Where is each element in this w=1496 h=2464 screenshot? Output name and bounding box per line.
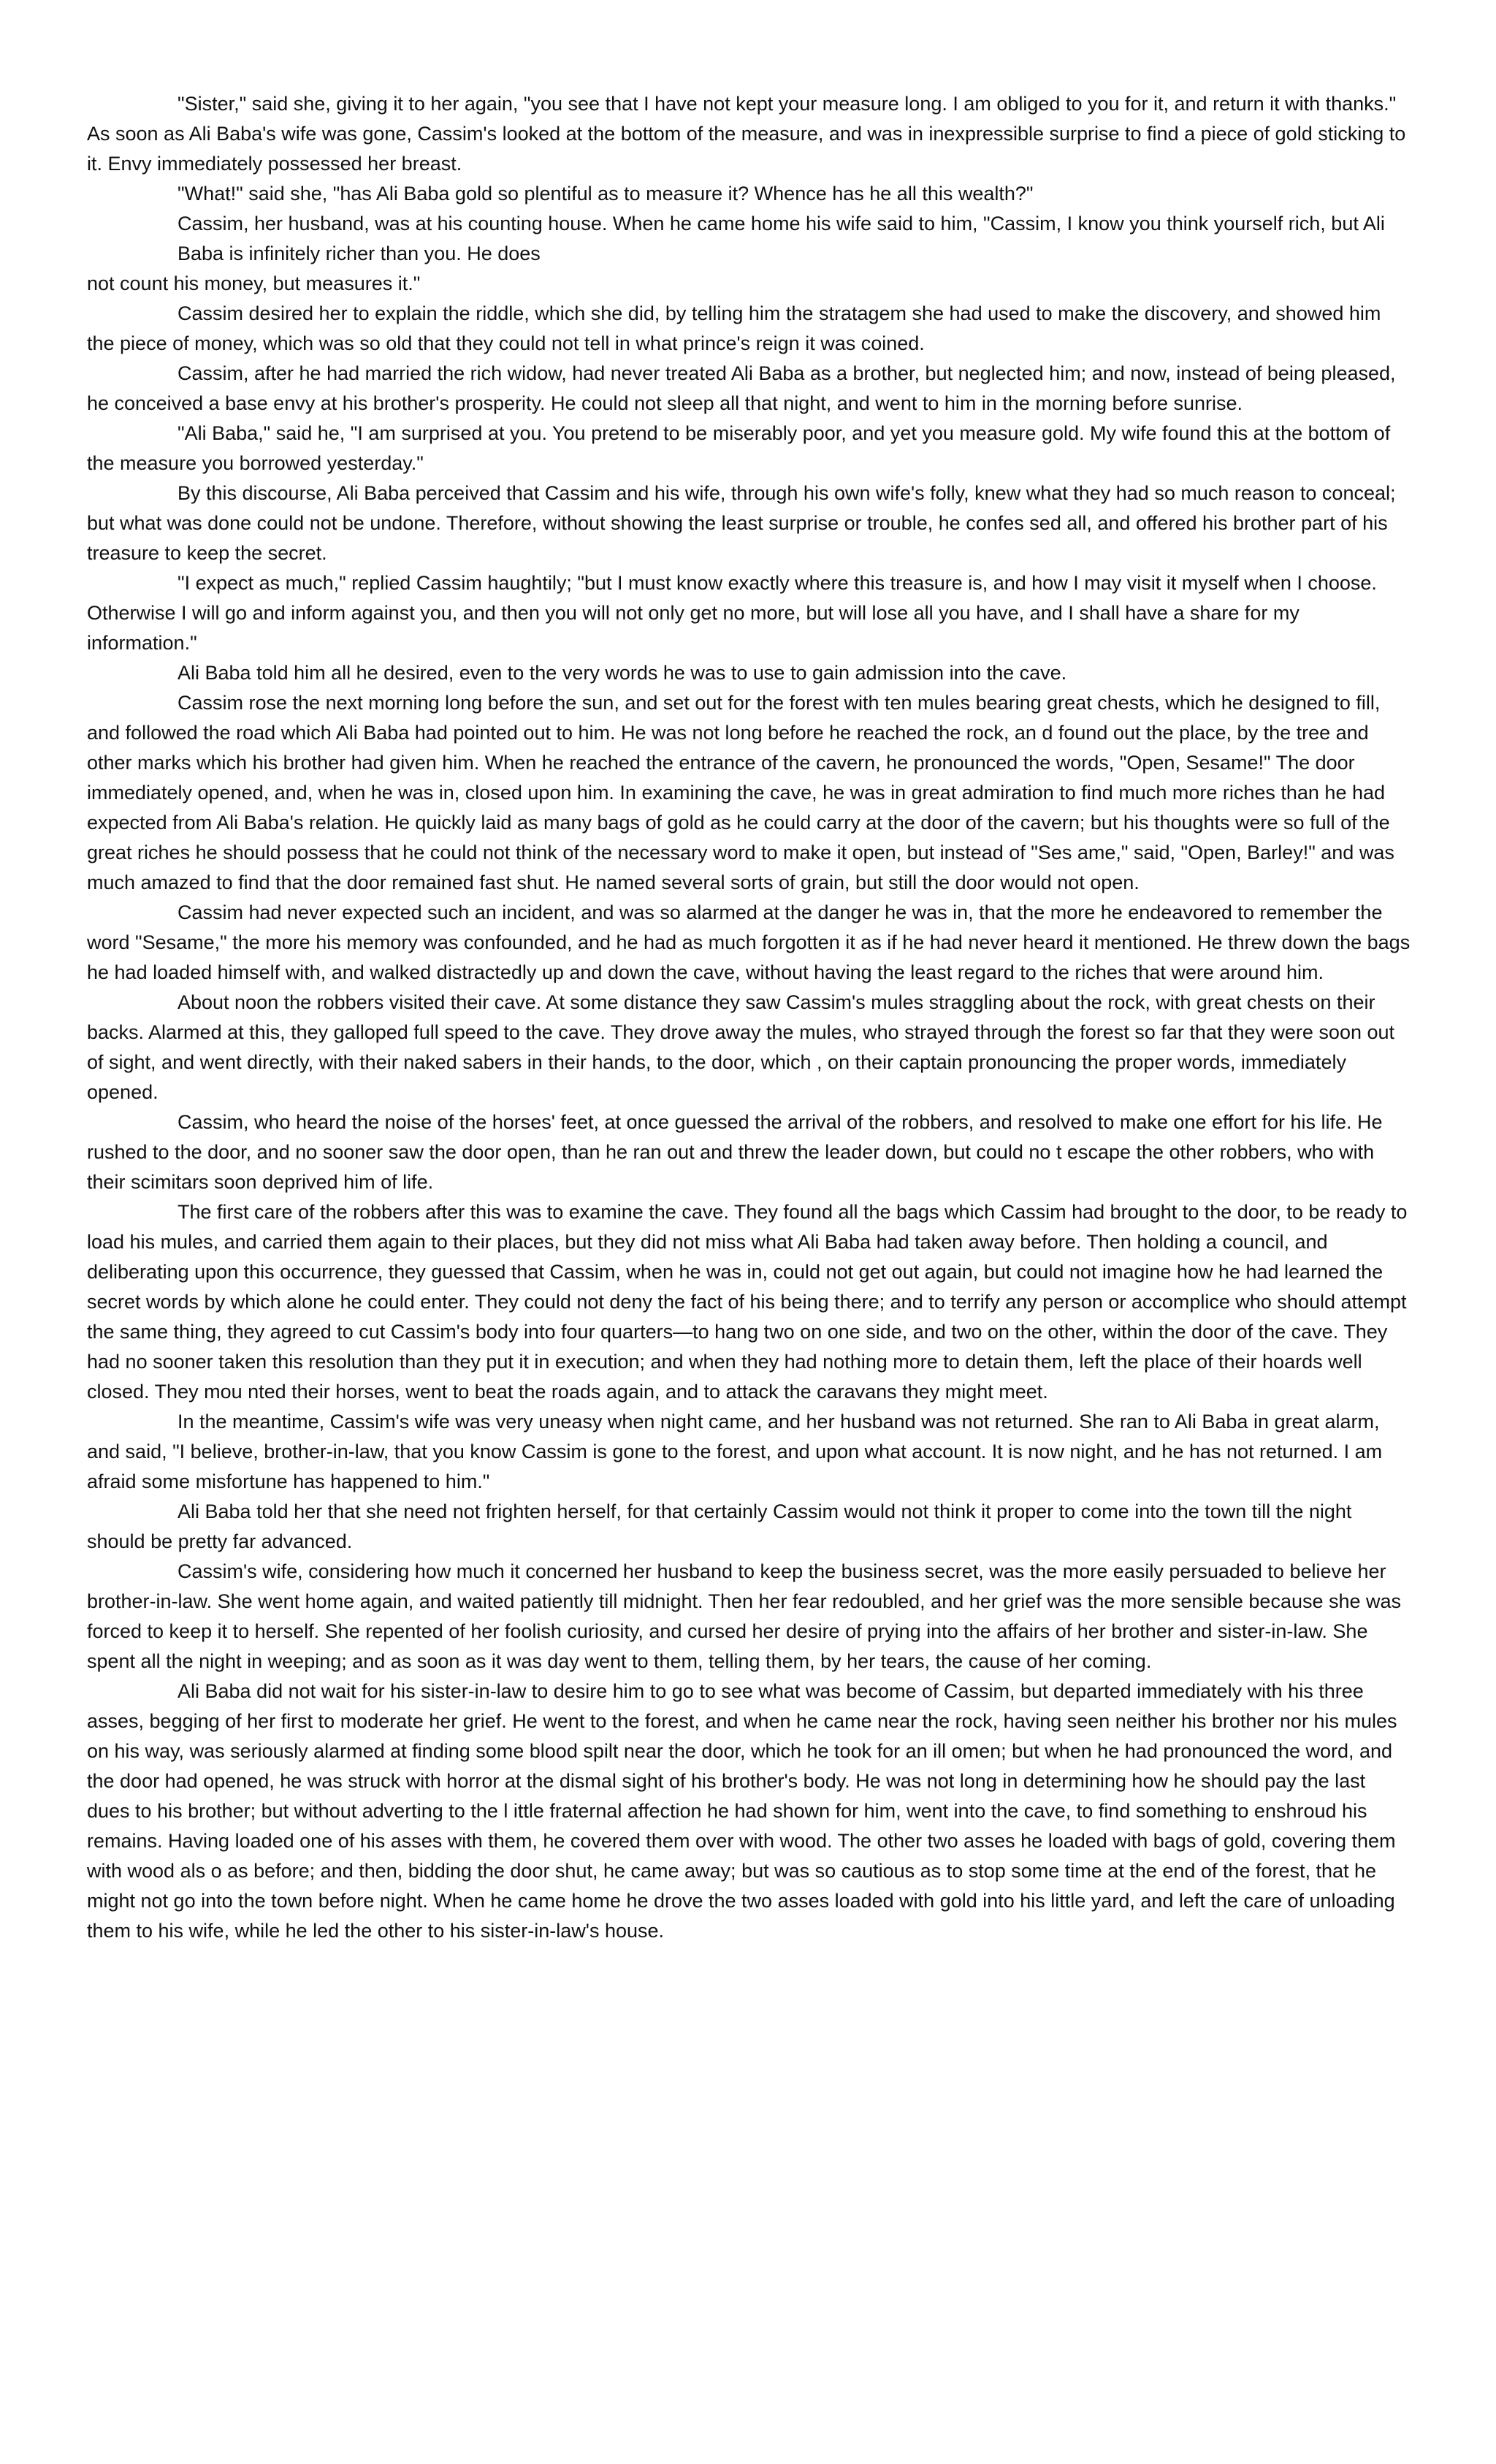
document-page (87, 89, 1411, 1946)
paragraph: As soon as Ali Baba's wife was gone, Cassim's looked at the bottom of the measure, and was in inexpressible surprise to find a piece of gold sticking to it. Envy immediately possessed her breast. (87, 123, 1406, 175)
paragraph: Cassim desired her to explain the riddle, which she did, by telling him the stratagem she had used to make the discovery, and showed him the piece of money, which was so old that they could not tell in what prince's reign it was coined. (87, 302, 1381, 354)
paragraph: In the meantime, Cassim's wife was very uneasy when night came, and her husband was not returned. She ran to Ali Baba in great alarm, and said, "I believe, brother-in-law, that you know Cassim is gone to the forest, and upon what account. It is now night, and he has not returned. I am afraid some misfortune has happened to him." (87, 1411, 1383, 1492)
paragraph: Cassim, after he had married the rich widow, had never treated Ali Baba as a brother, but neglected him; and now, instead of being pleased, he conceived a base envy at his brother's prosperity. He could not sleep all that night, and went to him in the morning before sunrise. (87, 362, 1396, 414)
paragraph: By this discourse, Ali Baba perceived that Cassim and his wife, through his own wife's folly, knew what they had so much reason to conceal; but what was done could not be undone. Therefore, without showing the least surprise or trouble, he confes sed all, and offered his brother part of his treasure to keep the secret. (87, 482, 1396, 564)
paragraph: "Sister," said she, giving it to her again, "you see that I have not kept your measure long. I am obliged to you for it, and return it with thanks." (178, 93, 1397, 115)
paragraph: not count his money, but measures it." (87, 272, 421, 294)
paragraph: Cassim rose the next morning long before the sun, and set out for the forest with ten mules bearing great chests, which he designed to fill, and followed the road which Ali Baba had pointed out to him. He was not long before he reached the rock, an d found out the place, by the tree and other marks which his brother had given him. When he reached the entrance of the cavern, he pronounced the words, "Open, Sesame!" The door immediately opened, and, when he was in, closed upon him. In examining the cave, he was in great admiration to find much more riches than he had expected from Ali Baba's relation. He quickly laid as many bags of gold as he could carry at the door of the cavern; but his thoughts were so full of the great riches he should possess that he could not think of the necessary word to make it open, but instead of "Ses ame," said, "Open, Barley!" and was much amazed to find that the door remained fast shut. He named several sorts of grain, but still the door would not open. (87, 692, 1394, 893)
paragraph: Cassim's wife, considering how much it concerned her husband to keep the business secret, was the more easily persuaded to believe her brother-in-law. She went home again, and waited patiently till midnight. Then her fear redoubled, and her grief was the more sensible because she was forced to keep it to herself. She repented of her foolish curiosity, and cursed her desire of prying into the affairs of her brother and sister-in-law. She spent all the night in weeping; and as soon as it was day went to them, telling them, by her tears, the cause of her coming. (87, 1560, 1402, 1672)
paragraph: Ali Baba told her that she need not frighten herself, for that certainly Cassim would not think it proper to come into the town till the night should be pretty far advanced. (87, 1500, 1352, 1552)
paragraph: "Ali Baba," said he, "I am surprised at you. You pretend to be miserably poor, and yet you measure gold. My wife found this at the bottom of the measure you borrowed yesterday." (87, 422, 1391, 474)
paragraph: Cassim had never expected such an incident, and was so alarmed at the danger he was in, that the more he endeavored to remember the word "Sesame," the more his memory was confounded, and he had as much forgotten it as if he had never heard it mentioned. He threw down the bags he had loaded himself with, and walked distractedly up and down the cave, without having the least regard to the riches that were around him. (87, 901, 1411, 983)
paragraph: About noon the robbers visited their cave. At some distance they saw Cassim's mules straggling about the rock, with great chests on their backs. Alarmed at this, they galloped full speed to the cave. They drove away the mules, who strayed through the forest so far that they were soon out of sight, and went directly, with their naked sabers in their hands, to the door, which , on their captain pronouncing the proper words, immediately opened. (87, 991, 1395, 1103)
paragraph: Cassim, who heard the noise of the horses' feet, at once guessed the arrival of the robbers, and resolved to make one effort for his life. He rushed to the door, and no sooner saw the door open, than he ran out and threw the leader down, but could no t escape the other robbers, who with their scimitars soon deprived him of life. (87, 1111, 1383, 1193)
paragraph: Ali Baba told him all he desired, even to the very words he was to use to gain admission into the cave. (178, 662, 1067, 684)
paragraph: "What!" said she, "has Ali Baba gold so plentiful as to measure it? Whence has he all this wealth?" (178, 183, 1034, 205)
paragraph: Ali Baba did not wait for his sister-in-law to desire him to go to see what was become of Cassim, but departed immediately with his three asses, begging of her first to moderate her grief. He went to the forest, and when he came near the rock, having seen neither his brother nor his mules on his way, was seriously alarmed at finding some blood spilt near the door, which he took for an ill omen; but when he had pronounced the word, and the door had opened, he was struck with horror at the dismal sight of his brother's body. He was not long in determining how he should pay the last dues to his brother; but without adverting to the l ittle fraternal affection he had shown for him, went into the cave, to find something to enshroud his remains. Having loaded one of his asses with them, he covered them over with wood. The other two asses he loaded with bags of gold, covering them with wood als o as before; and then, bidding the door shut, he came away; but was so cautious as to stop some time at the end of the forest, that he might not go into the town before night. When he came home he drove the two asses loaded with gold into his little yard, and left the care of unloading them to his wife, while he led the other to his sister-in-law's house. (87, 1680, 1397, 1942)
paragraph: "I expect as much," replied Cassim haughtily; "but I must know exactly where this treasure is, and how I may visit it myself when I choose. Otherwise I will go and inform against you, and then you will not only get no more, but will lose all you have, and I shall have a share for my information." (87, 572, 1377, 654)
paragraph: Cassim, her husband, was at his counting house. When he came home his wife said to him, "Cassim, I know you think yourself rich, but Ali Baba is infinitely richer than you. He does (178, 213, 1385, 264)
paragraph: The first care of the robbers after this was to examine the cave. They found all the bags which Cassim had brought to the door, to be ready to load his mules, and carried them again to their places, but they did not miss what Ali Baba had taken away before. Then holding a council, and deliberating upon this occurrence, they guessed that Cassim, when he was in, could not get out again, but could not imagine how he had learned the secret words by which alone he could enter. They could not deny the fact of his being there; and to terrify any person or accomplice who should attempt the same thing, they agreed to cut Cassim's body into four quarters—to hang two on one side, and two on the other, within the door of the cave. They had no sooner taken this resolution than they put it in execution; and when they had nothing more to detain them, left the place of their hoards well closed. They mou nted their horses, went to beat the roads again, and to attack the caravans they might meet. (87, 1201, 1408, 1403)
